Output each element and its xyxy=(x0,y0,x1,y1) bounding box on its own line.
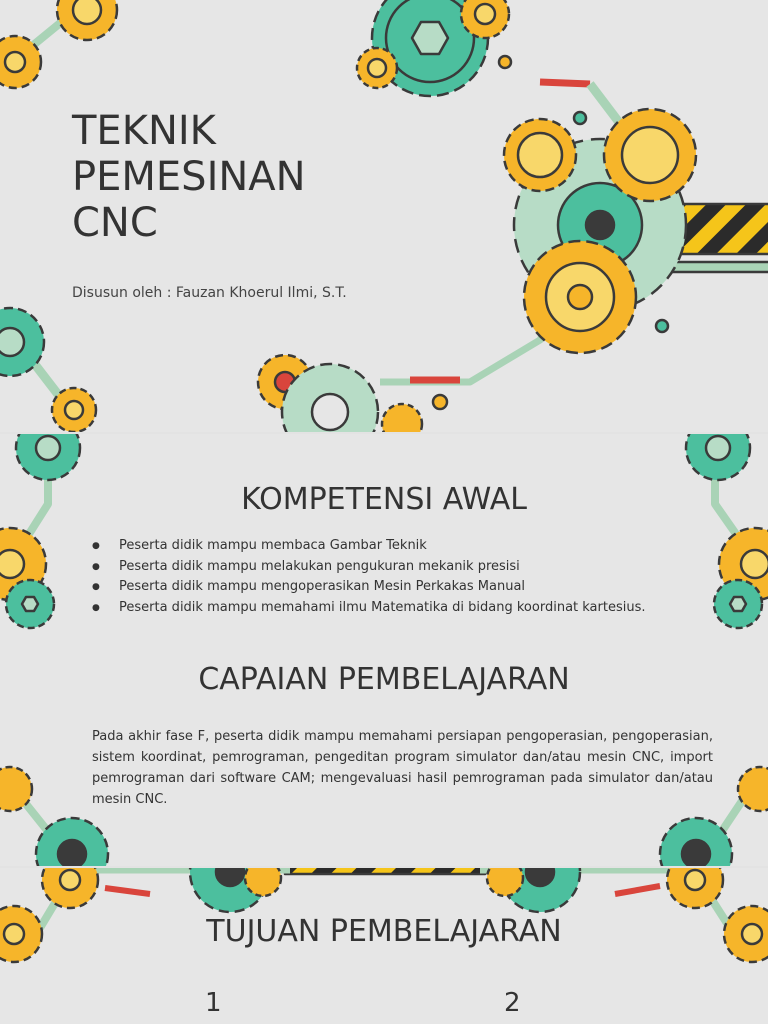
gear-icon xyxy=(524,241,636,353)
gear-icon xyxy=(357,48,397,88)
list-item: ● Peserta didik mampu memahami ilmu Matematika di bidang koordinat kartesius. xyxy=(92,598,692,619)
title-line: TEKNIK xyxy=(72,108,216,154)
heading-capaian: CAPAIAN PEMBELAJARAN xyxy=(198,662,570,697)
slide-title xyxy=(72,108,372,246)
list-item: ● Peserta didik mampu mengoperasikan Mesin Perkakas Manual xyxy=(92,577,692,598)
gear-icon xyxy=(57,0,117,40)
author-line: Disusun oleh : Fauzan Khoerul Ilmi, S.T. xyxy=(72,285,347,301)
competency-list xyxy=(92,536,692,618)
objective-number: 2 xyxy=(504,988,521,1018)
gear-icon xyxy=(16,434,80,480)
gear-icon xyxy=(686,434,750,480)
heading-tujuan: TUJUAN PEMBELAJARAN xyxy=(206,914,562,949)
gear-icon xyxy=(6,580,54,628)
gear-icon xyxy=(52,388,96,432)
objective-slide xyxy=(0,868,768,1024)
gear-icon xyxy=(42,868,98,908)
hex-nut-icon xyxy=(433,56,511,409)
title-line: PEMESINAN xyxy=(72,154,306,200)
gear-icon xyxy=(487,868,523,896)
gear-icon xyxy=(504,119,576,191)
competency-slide xyxy=(0,434,768,866)
gear-icon xyxy=(245,868,281,896)
gear-icon xyxy=(461,0,509,38)
gear-icon xyxy=(0,767,32,811)
gear-icon xyxy=(714,580,762,628)
gear-icon xyxy=(604,109,696,201)
title-line: CNC xyxy=(72,200,158,246)
objective-number: 1 xyxy=(205,988,222,1018)
capaian-paragraph: Pada akhir fase F, peserta didik mampu memahami persiapan pengoperasian, pengoperasian, sistem koordinat, pemrograman, pengeditan program simulator dan/atau mesin CNC, import pemrograman dari software CAM; mengevaluasi hasil pemrograman pada simulator dan/atau mesin CNC. xyxy=(92,729,713,807)
gear-icon xyxy=(382,404,422,432)
list-item: ● Peserta didik mampu membaca Gambar Teknik xyxy=(92,536,692,557)
gear-icon xyxy=(0,36,41,88)
list-item: ● Peserta didik mampu melakukan pengukuran mekanik presisi xyxy=(92,557,692,578)
heading-kompetensi: KOMPETENSI AWAL xyxy=(241,482,527,517)
title-slide xyxy=(0,0,768,432)
